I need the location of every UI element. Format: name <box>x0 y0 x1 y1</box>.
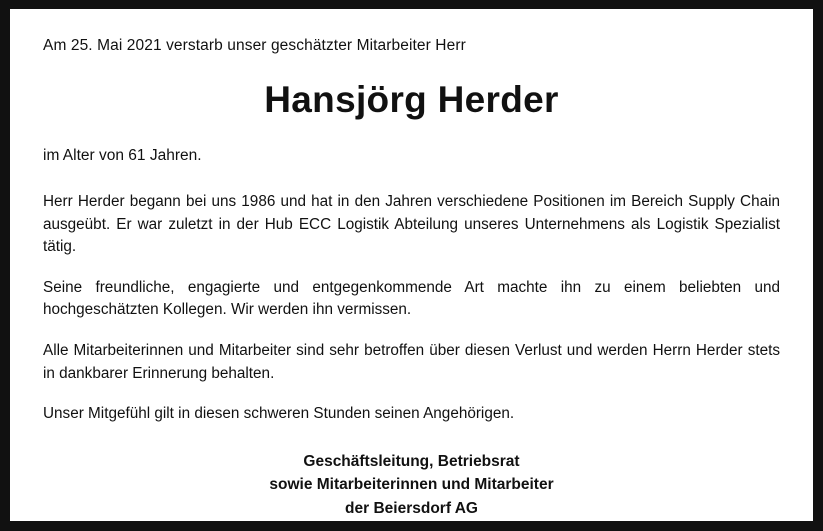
signature-line-2: sowie Mitarbeiterinnen und Mitarbeiter <box>269 476 554 494</box>
deceased-name: Hansjörg Herder <box>264 78 559 120</box>
signature-line-3: der Beiersdorf AG <box>345 500 478 518</box>
paragraph-condolence: Unser Mitgefühl gilt in diesen schweren Stunden seinen Angehörigen. <box>43 405 515 423</box>
paragraph-character: Seine freundliche, engagierte und entgegenkommende Art machte ihn zu einem beliebten und hochgeschätzten Kollegen. Wir werden ihn vermissen. <box>43 278 780 319</box>
obituary-content <box>10 9 813 521</box>
age-text: im Alter von 61 Jahren. <box>43 146 202 164</box>
paragraph-career: Herr Herder begann bei uns 1986 und hat in den Jahren verschiedene Positionen im Bereich Supply Chain ausgeübt. Er war zuletzt in der Hub ECC Logistik Abteilung unseres Unternehmens als Logistik Spezialist tätig. <box>43 192 780 256</box>
signature-line-1: Geschäftsleitung, Betriebsrat <box>303 452 520 470</box>
intro-text: Am 25. Mai 2021 verstarb unser geschätzter Mitarbeiter Herr <box>43 37 466 54</box>
signature-block <box>43 450 780 521</box>
paragraph-remembrance: Alle Mitarbeiterinnen und Mitarbeiter sind sehr betroffen über diesen Verlust und werden Herrn Herder stets in dankbarer Erinnerung behalten. <box>43 342 780 382</box>
